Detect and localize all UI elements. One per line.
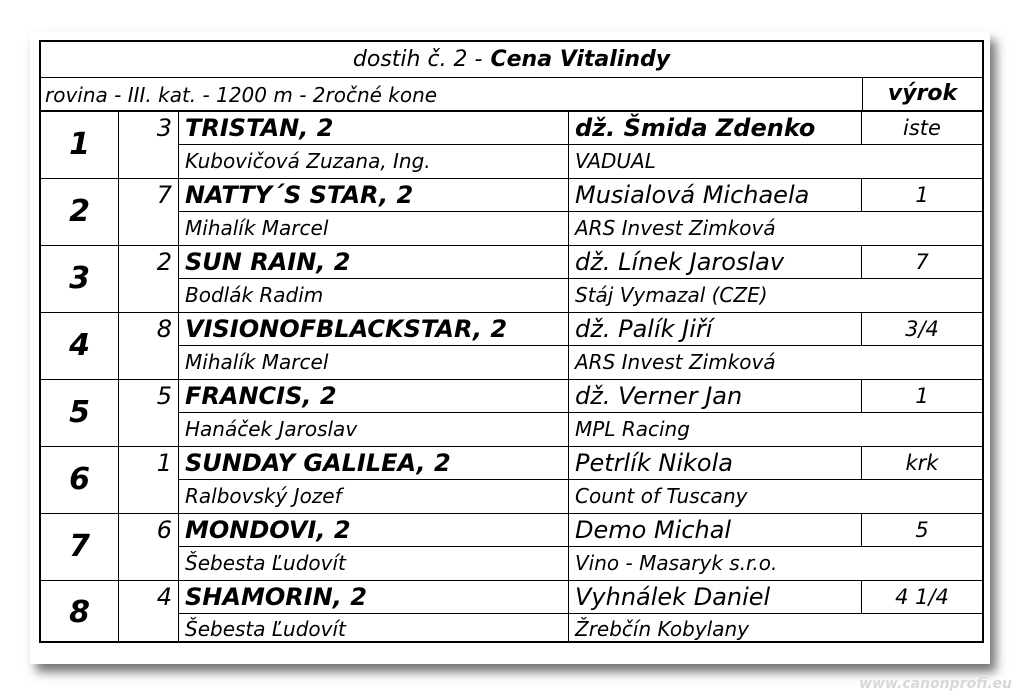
horse-name: SUNDAY GALILEA, 2 bbox=[179, 447, 569, 480]
result-entry bbox=[41, 179, 982, 246]
trainer-name: Bodlák Radim bbox=[179, 279, 569, 312]
trainer-name: Mihalík Marcel bbox=[179, 346, 569, 379]
trainer-name: Kubovičová Zuzana, Ing. bbox=[179, 145, 569, 178]
jockey-name: dž. Verner Jan bbox=[569, 380, 862, 413]
jockey-name: Petrlík Nikola bbox=[569, 447, 862, 480]
odds: 1 bbox=[862, 179, 982, 212]
start-number: 3 bbox=[119, 112, 179, 178]
results-table bbox=[39, 40, 984, 643]
result-entry bbox=[41, 447, 982, 514]
horse-name: FRANCIS, 2 bbox=[179, 380, 569, 413]
owner-name: MPL Racing bbox=[575, 417, 690, 441]
odds: 1 bbox=[862, 380, 982, 413]
race-conditions: rovina - III. kat. - 1200 m - 2ročné kone bbox=[45, 83, 438, 107]
jockey-name: dž. Šmida Zdenko bbox=[569, 112, 862, 145]
start-number: 7 bbox=[119, 179, 179, 245]
owner-name: ARS Invest Zimková bbox=[575, 216, 776, 240]
odds: 4 1/4 bbox=[862, 581, 982, 614]
jockey-name: dž. Línek Jaroslav bbox=[569, 246, 862, 279]
start-number: 2 bbox=[119, 246, 179, 312]
result-entry bbox=[41, 380, 982, 447]
start-number: 1 bbox=[119, 447, 179, 513]
odds: 7 bbox=[862, 246, 982, 279]
horse-name: NATTY´S STAR, 2 bbox=[179, 179, 569, 212]
jockey-name: Musialová Michaela bbox=[569, 179, 862, 212]
odds: iste bbox=[862, 112, 982, 145]
odds: krk bbox=[862, 447, 982, 480]
owner-name: Žrebčín Kobylany bbox=[575, 617, 750, 641]
start-number: 6 bbox=[119, 514, 179, 580]
result-entry bbox=[41, 112, 982, 179]
jockey-name: Demo Michal bbox=[569, 514, 862, 547]
horse-name: SUN RAIN, 2 bbox=[179, 246, 569, 279]
place: 5 bbox=[41, 380, 119, 446]
race-conditions-row bbox=[41, 78, 982, 112]
result-entry bbox=[41, 514, 982, 581]
trainer-name: Šebesta Ľudovít bbox=[179, 547, 569, 580]
owner-name: VADUAL bbox=[575, 149, 656, 173]
horse-name: SHAMORIN, 2 bbox=[179, 581, 569, 614]
result-entry bbox=[41, 246, 982, 313]
place: 1 bbox=[41, 112, 119, 178]
trainer-name: Šebesta Ľudovít bbox=[179, 614, 569, 643]
odds: 3/4 bbox=[862, 313, 982, 346]
watermark: www.canonprofi.eu bbox=[859, 676, 1012, 692]
owner-name: Stáj Vymazal (CZE) bbox=[575, 283, 768, 307]
place: 6 bbox=[41, 447, 119, 513]
owner-name: ARS Invest Zimková bbox=[575, 350, 776, 374]
horse-name: TRISTAN, 2 bbox=[179, 112, 569, 145]
start-number: 8 bbox=[119, 313, 179, 379]
jockey-name: Vyhnálek Daniel bbox=[569, 581, 862, 614]
trainer-name: Mihalík Marcel bbox=[179, 212, 569, 245]
place: 8 bbox=[41, 581, 119, 643]
race-title-name: Cena Vitalindy bbox=[490, 47, 671, 72]
result-entry bbox=[41, 581, 982, 643]
horse-name: MONDOVI, 2 bbox=[179, 514, 569, 547]
owner-name: Vino - Masaryk s.r.o. bbox=[575, 551, 778, 575]
start-number: 5 bbox=[119, 380, 179, 446]
horse-name: VISIONOFBLACKSTAR, 2 bbox=[179, 313, 569, 346]
place: 2 bbox=[41, 179, 119, 245]
trainer-name: Hanáček Jaroslav bbox=[179, 413, 569, 446]
race-title-prefix: dostih č. 2 - bbox=[352, 47, 483, 72]
place: 3 bbox=[41, 246, 119, 312]
odds-header: výrok bbox=[862, 78, 982, 110]
jockey-name: dž. Palík Jiří bbox=[569, 313, 862, 346]
place: 4 bbox=[41, 313, 119, 379]
race-title bbox=[41, 42, 982, 78]
start-number: 4 bbox=[119, 581, 179, 643]
odds: 5 bbox=[862, 514, 982, 547]
owner-name: Count of Tuscany bbox=[575, 484, 748, 508]
result-entry bbox=[41, 313, 982, 380]
place: 7 bbox=[41, 514, 119, 580]
trainer-name: Ralbovský Jozef bbox=[179, 480, 569, 513]
